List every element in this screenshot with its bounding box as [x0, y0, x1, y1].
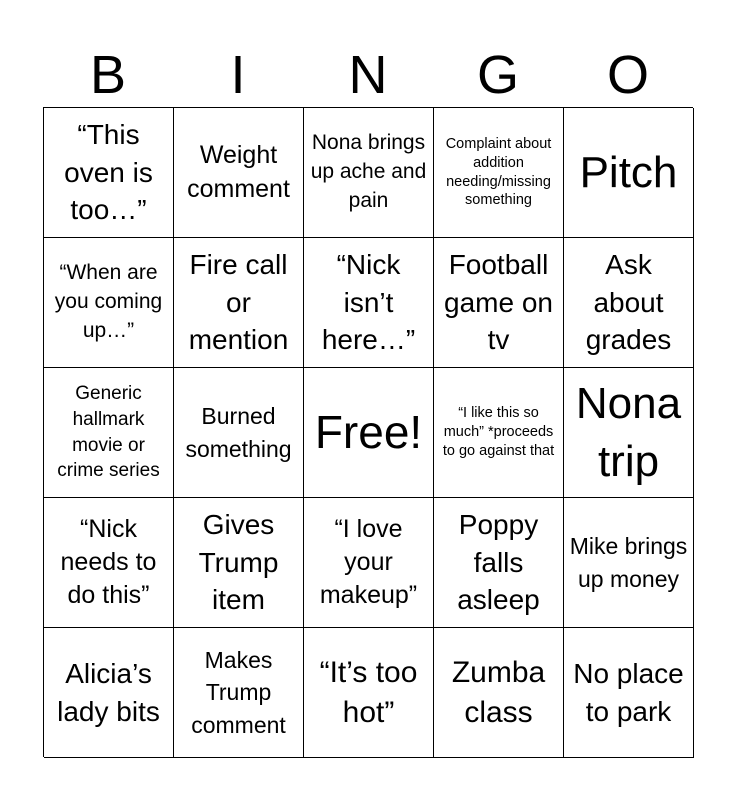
bingo-board — [43, 107, 693, 757]
cell-text: No place to park — [573, 657, 684, 727]
header-letter-n: N — [348, 45, 388, 105]
bingo-cell[interactable] — [564, 498, 694, 628]
bingo-cell[interactable] — [174, 108, 304, 238]
header-letter-i: I — [230, 45, 246, 105]
bingo-header — [43, 44, 693, 106]
cell-text: Pitch — [579, 147, 678, 197]
cell-text: Mike brings up money — [569, 533, 688, 592]
header-letter-b: B — [89, 45, 127, 105]
bingo-cell[interactable] — [434, 108, 564, 238]
bingo-cell[interactable] — [434, 628, 564, 758]
bingo-cell[interactable] — [304, 238, 434, 368]
header-letter-o: O — [606, 45, 649, 105]
cell-text: Free! — [314, 406, 423, 459]
cell-text: “Nick isn’t here…” — [321, 248, 416, 356]
bingo-cell[interactable] — [44, 628, 174, 758]
cell-text: Gives Trump item — [198, 508, 279, 616]
cell-text: Nona trip — [575, 379, 682, 486]
cell-text: “When are you coming up…” — [54, 261, 163, 342]
bingo-cell[interactable] — [564, 238, 694, 368]
cell-text: “This oven is too…” — [64, 118, 153, 226]
bingo-cell[interactable] — [434, 238, 564, 368]
cell-text: Football game on tv — [444, 248, 553, 356]
cell-text: Alicia’s lady bits — [57, 657, 160, 727]
cell-text: Zumba class — [451, 655, 546, 729]
bingo-cell[interactable] — [44, 498, 174, 628]
bingo-cell[interactable] — [44, 238, 174, 368]
bingo-cell[interactable] — [564, 108, 694, 238]
bingo-cell[interactable] — [434, 498, 564, 628]
bingo-cell[interactable] — [174, 368, 304, 498]
cell-text: “Nick needs to do this” — [60, 514, 157, 610]
bingo-cell[interactable] — [304, 628, 434, 758]
bingo-cell[interactable] — [564, 368, 694, 498]
cell-text: Fire call or mention — [188, 248, 289, 356]
cell-text: “I like this so much” *proceeds to go against that — [442, 405, 555, 459]
cell-text: Makes Trump comment — [191, 647, 286, 738]
cell-text: Complaint about addition needing/missing something — [445, 135, 552, 209]
bingo-cell[interactable] — [174, 628, 304, 758]
bingo-cell[interactable] — [44, 368, 174, 498]
cell-text: Poppy falls asleep — [457, 508, 540, 616]
cell-text: “I love your makeup” — [319, 514, 418, 610]
bingo-cell[interactable] — [434, 368, 564, 498]
bingo-cell-free[interactable] — [304, 368, 434, 498]
cell-text: Ask about grades — [585, 248, 672, 356]
bingo-cell[interactable] — [44, 108, 174, 238]
bingo-cell[interactable] — [174, 238, 304, 368]
cell-text: Burned something — [185, 403, 292, 462]
cell-text: Nona brings up ache and pain — [310, 131, 427, 212]
bingo-cell[interactable] — [174, 498, 304, 628]
header-letter-g: G — [476, 45, 519, 105]
cell-text: “It’s too hot” — [319, 655, 418, 729]
bingo-cell[interactable] — [564, 628, 694, 758]
bingo-cell[interactable] — [304, 498, 434, 628]
bingo-cell[interactable] — [304, 108, 434, 238]
cell-text: Generic hallmark movie or crime series — [57, 383, 160, 482]
cell-text: Weight comment — [187, 141, 290, 203]
